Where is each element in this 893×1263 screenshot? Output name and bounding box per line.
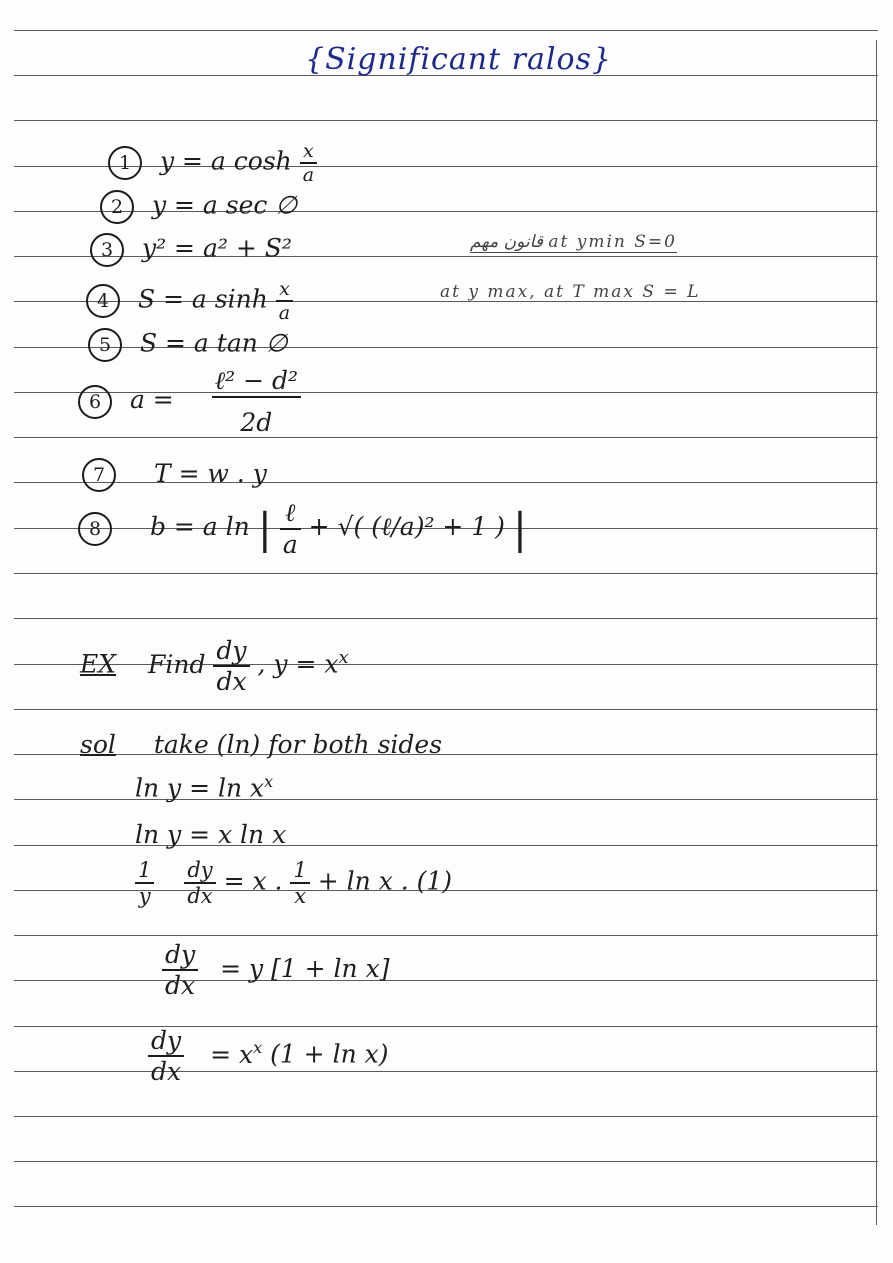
solution-intro-line [80, 730, 442, 759]
formula-5 [88, 328, 288, 362]
fraction-numerator: ℓ [285, 498, 296, 527]
solution-step-2: ln y = x ln x [135, 820, 287, 849]
formula-rest: + √( (ℓ/a)² + 1 ) [308, 512, 505, 541]
fraction-denominator: 2d [212, 396, 301, 437]
ruled-line [14, 1026, 878, 1027]
ruled-line [14, 1161, 878, 1162]
fraction-denominator: dx [213, 665, 249, 696]
formula-number: 1 [108, 146, 142, 180]
step-rhs: = x [210, 1039, 254, 1069]
solution-step-4 [162, 940, 389, 1000]
fraction-denominator: a [300, 162, 317, 186]
step-fraction [184, 858, 215, 908]
formula-2 [100, 190, 297, 224]
ruled-line [14, 618, 878, 619]
fraction-denominator: a [280, 528, 301, 559]
step-text: ln y = ln x [135, 773, 265, 803]
fraction-numerator: 1 [138, 858, 152, 882]
formula-lhs: b = a ln [149, 512, 250, 541]
step-end: + ln x . (1) [317, 866, 453, 896]
ruled-line [14, 1206, 878, 1207]
fraction-denominator: dx [184, 882, 215, 908]
fraction-numerator: dy [151, 1026, 182, 1055]
formula-fraction [212, 366, 301, 437]
fraction-numerator: dy [165, 940, 196, 969]
formula-lhs: y² = a² + S² [141, 233, 292, 263]
step-fraction [148, 1026, 184, 1086]
step-fraction [290, 858, 309, 908]
example-fraction [213, 636, 249, 696]
solution-step-3 [135, 858, 452, 908]
solution-step-1 [135, 772, 273, 802]
formula-fraction [276, 278, 293, 324]
fraction-denominator: x [290, 882, 309, 908]
formula-number: 8 [78, 512, 112, 546]
formula-4 [86, 278, 293, 324]
example-given: , y = x [257, 649, 339, 679]
step-mid: = x . [223, 866, 283, 896]
formula-number: 2 [100, 190, 134, 224]
fraction-denominator: dx [148, 1055, 184, 1086]
formula-lhs: y = a sec ∅ [151, 190, 298, 220]
ruled-line [14, 935, 878, 936]
ruled-line [14, 709, 878, 710]
side-note-2: at y max, at T max S = L [440, 282, 701, 302]
solution-label: sol [80, 730, 116, 759]
ruled-line [14, 120, 878, 121]
ruled-line [14, 980, 878, 981]
solution-step-5 [148, 1026, 388, 1086]
fraction-numerator: dy [187, 858, 213, 882]
ruled-line [14, 573, 878, 574]
abs-bar-left: | [257, 504, 272, 553]
page-title: {Significant ralos} [305, 42, 613, 77]
formula-number: 5 [88, 328, 122, 362]
fraction-denominator: a [276, 300, 293, 324]
step-rhs-tail: (1 + ln x) [270, 1039, 389, 1069]
formula-6 [78, 366, 301, 437]
step-fraction [135, 858, 154, 908]
formula-7 [82, 458, 267, 492]
step-fraction [162, 940, 198, 1000]
formula-fraction [300, 140, 317, 186]
formula-number: 6 [78, 385, 112, 419]
abs-bar-right: | [512, 504, 528, 553]
formula-number: 4 [86, 284, 120, 318]
formula-8 [78, 498, 527, 559]
formula-lhs: S = a sinh [137, 284, 268, 314]
step-rhs: = y [1 + ln x] [220, 953, 390, 983]
example-line [80, 636, 349, 696]
ruled-line [14, 30, 878, 31]
step-exponent: x [264, 772, 274, 791]
fraction-denominator: y [135, 882, 154, 908]
fraction-numerator: x [279, 278, 290, 300]
formula-fraction [280, 498, 301, 559]
formula-number: 3 [90, 233, 124, 267]
ruled-line [14, 1071, 878, 1072]
fraction-numerator: ℓ² − d² [214, 366, 299, 395]
margin-line [876, 40, 877, 1225]
fraction-numerator: x [303, 140, 314, 162]
formula-3 [90, 233, 292, 267]
example-given-exponent: x [338, 647, 349, 669]
formula-lhs: y = a cosh [159, 146, 292, 176]
formula-1 [108, 140, 317, 186]
formula-lhs: T = w . y [153, 458, 267, 488]
example-prompt: Find [148, 649, 206, 679]
formula-number: 7 [82, 458, 116, 492]
step-exponent: x [253, 1038, 263, 1058]
ruled-line [14, 437, 878, 438]
fraction-numerator: 1 [293, 858, 307, 882]
side-note-1: قانون مهم at ymin S=0 [470, 232, 677, 252]
fraction-numerator: dy [216, 636, 247, 665]
solution-intro: take (ln) for both sides [153, 730, 443, 759]
formula-lhs: a = [129, 385, 174, 414]
example-label: EX [80, 649, 117, 679]
formula-lhs: S = a tan ∅ [139, 328, 288, 358]
ruled-line [14, 1116, 878, 1117]
fraction-denominator: dx [162, 969, 198, 1000]
